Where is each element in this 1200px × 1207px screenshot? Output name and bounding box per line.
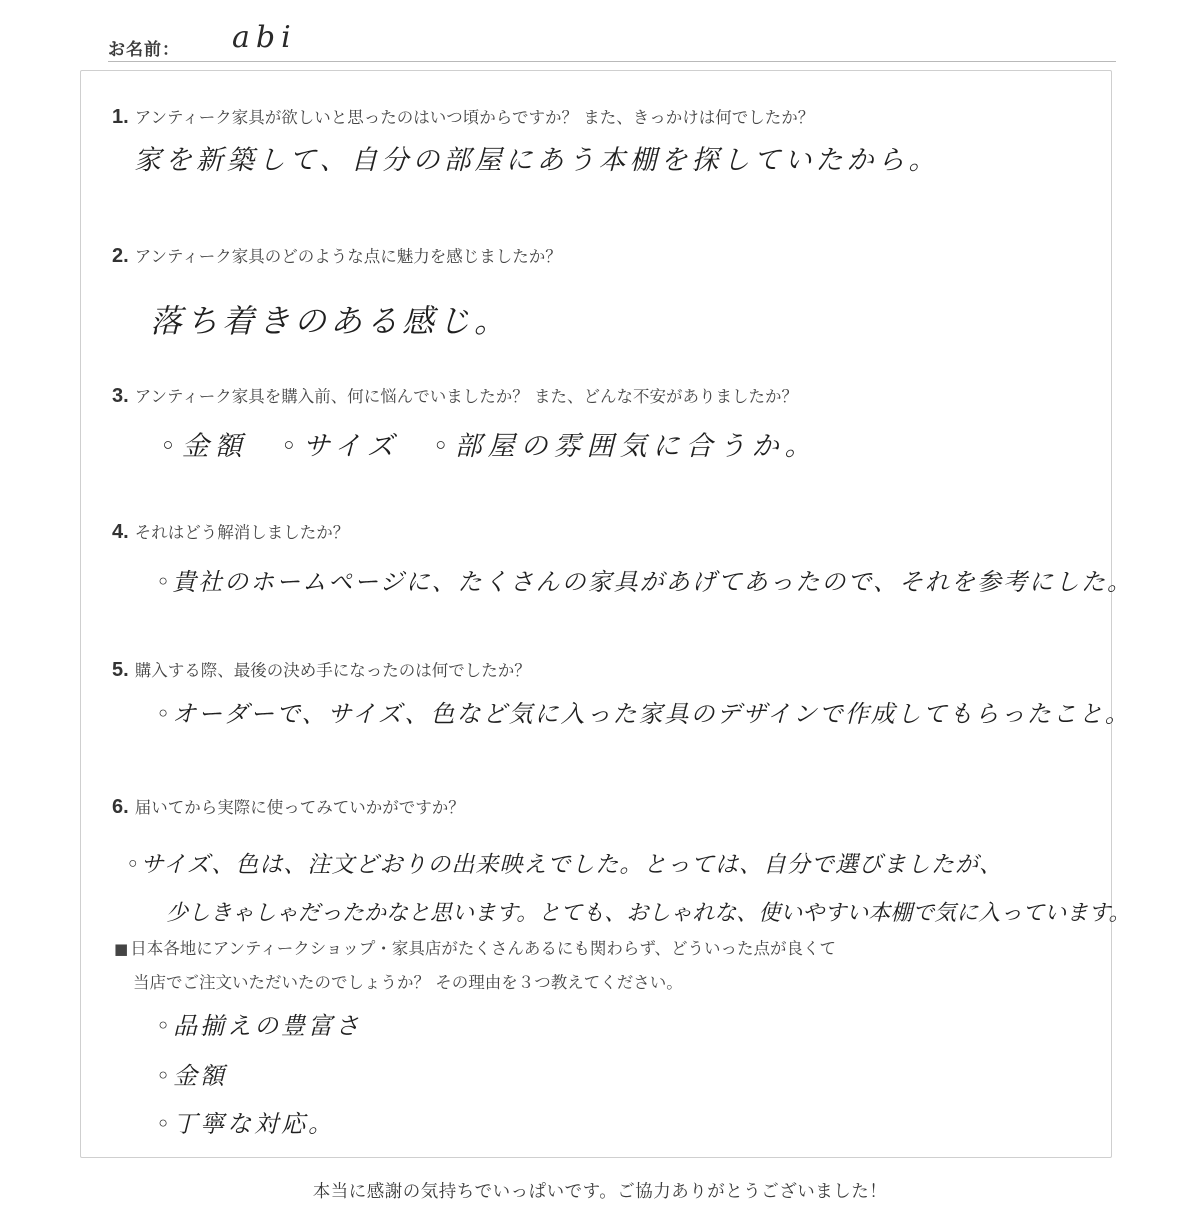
- question-number: 6.: [112, 796, 129, 818]
- answer-7-item-3-handwritten: ◦丁寧な対応。: [156, 1110, 336, 1138]
- question-7: [114, 932, 836, 999]
- question-7-line-2: 当店でご注文いただいたのでしょうか？ その理由を３つ教えてください。: [133, 973, 683, 992]
- question-2: [112, 243, 562, 268]
- question-text: アンティーク家具を購入前、何に悩んでいましたか？ また、どんな不安がありましたか？: [134, 387, 798, 406]
- question-1: [112, 104, 814, 129]
- answer-3-handwritten: ◦金額 ◦サイズ ◦部屋の雰囲気に合うか。: [160, 431, 818, 462]
- answer-4-handwritten: ◦貴社のホームページに、たくさんの家具があげてあったので、それを参考にした。: [156, 568, 1133, 596]
- name-value-handwritten: abi: [232, 20, 297, 55]
- answer-7-item-1-handwritten: ◦品揃えの豊富さ: [156, 1012, 363, 1040]
- answer-5-handwritten: ◦オーダーで、サイズ、色など気に入った家具のデザインで作成してもらったこと。: [156, 700, 1131, 728]
- answer-2-handwritten: 落ち着きのある感じ。: [150, 302, 511, 340]
- question-4: [112, 519, 349, 544]
- question-text: アンティーク家具が欲しいと思ったのはいつ頃からですか？ また、きっかけは何でしたか？: [134, 108, 815, 127]
- square-bullet-icon: ■: [114, 940, 129, 958]
- question-number: 1.: [112, 106, 129, 128]
- question-7-line-1: 日本各地にアンティークショップ・家具店がたくさんあるにも関わらず、どういった点が良くて: [130, 939, 837, 958]
- answer-1-handwritten: 家を新築して、自分の部屋にあう本棚を探していたから。: [134, 145, 940, 176]
- question-text: 届いてから実際に使ってみていかがですか？: [134, 798, 465, 817]
- name-underline: [108, 61, 1116, 62]
- thank-you-footer: 本当に感謝の気持ちでいっぱいです。ご協力ありがとうございました！: [312, 1182, 888, 1202]
- answer-6-line-2-handwritten: 少しきゃしゃだったかなと思います。とても、おしゃれな、使いやすい本棚で気に入っています。: [166, 901, 1131, 926]
- question-number: 5.: [112, 659, 129, 681]
- question-text: アンティーク家具のどのような点に魅力を感じましたか？: [134, 247, 562, 266]
- name-row: [108, 20, 297, 60]
- question-number: 2.: [112, 245, 129, 267]
- question-5: [112, 657, 531, 682]
- question-number: 4.: [112, 521, 129, 543]
- question-text: 購入する際、最後の決め手になったのは何でしたか？: [134, 661, 531, 680]
- answer-7-item-2-handwritten: ◦金額: [156, 1062, 228, 1090]
- question-3: [112, 383, 798, 408]
- answer-6-line-1-handwritten: ◦サイズ、色は、注文どおりの出来映えでした。とっては、自分で選びましたが、: [126, 852, 1003, 878]
- question-text: それはどう解消しましたか？: [134, 523, 350, 542]
- name-label: お名前：: [108, 40, 180, 60]
- question-number: 3.: [112, 385, 129, 407]
- question-6: [112, 794, 465, 819]
